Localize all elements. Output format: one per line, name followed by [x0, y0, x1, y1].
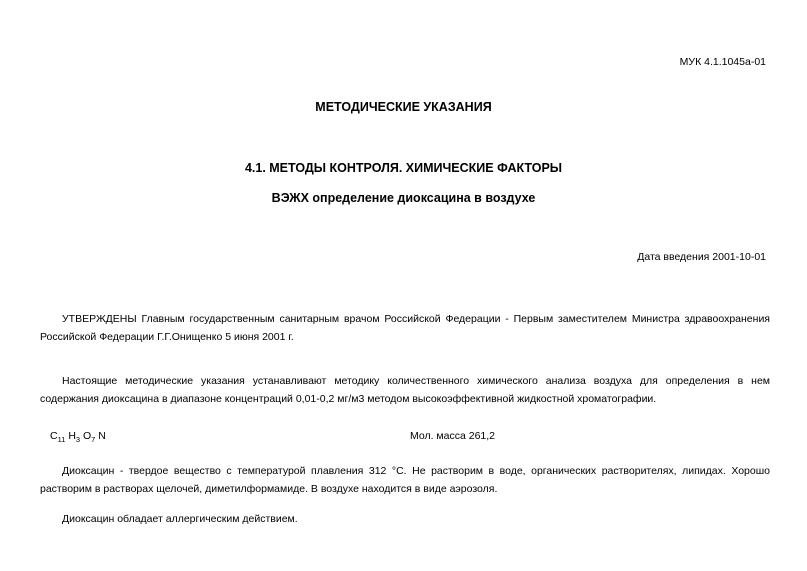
formula-carbon-count: 11: [57, 435, 66, 444]
document-code: МУК 4.1.1045а-01: [679, 56, 766, 68]
formula-carbon: C: [50, 430, 58, 442]
molecular-mass: Мол. масса 261,2: [410, 430, 496, 442]
introduction-date: Дата введения 2001-10-01: [637, 251, 766, 263]
approval-paragraph: УТВЕРЖДЕНЫ Главным государственным санитарным врачом Российской Федерации - Первым заместителем Министра здравоохранения Российской Федерации Г.Г.Онищенко 5 июня 2001 г.: [40, 313, 770, 343]
formula-nitrogen: N: [98, 430, 106, 442]
subject-title: ВЭЖХ определение диоксацина в воздухе: [271, 191, 536, 205]
formula-oxygen: O: [83, 430, 92, 442]
document-title: МЕТОДИЧЕСКИЕ УКАЗАНИЯ: [315, 100, 492, 114]
chemical-formula: [50, 430, 106, 444]
formula-hydrogen: H: [68, 430, 76, 442]
formula-hydrogen-count: 3: [75, 435, 81, 444]
properties-paragraph: Диоксацин - твердое вещество с температурой плавления 312 °С. Не растворим в воде, органических растворителях, липидах. Хорошо растворим в растворах щелочей, диметилформамиде. В воздухе находится в виде аэрозоля.: [40, 465, 770, 495]
section-title: 4.1. МЕТОДЫ КОНТРОЛЯ. ХИМИЧЕСКИЕ ФАКТОРЫ: [244, 161, 563, 175]
formula-oxygen-count: 7: [91, 435, 96, 444]
scope-paragraph: Настоящие методические указания устанавливают методику количественного химического анализа воздуха для определения в нем содержания диоксацина в диапазоне концентраций 0,01-0,2 мг/м3 методом высокоэффективной жидкостной хроматографии.: [40, 375, 770, 405]
effect-paragraph: Диоксацин обладает аллергическим действием.: [62, 513, 298, 525]
